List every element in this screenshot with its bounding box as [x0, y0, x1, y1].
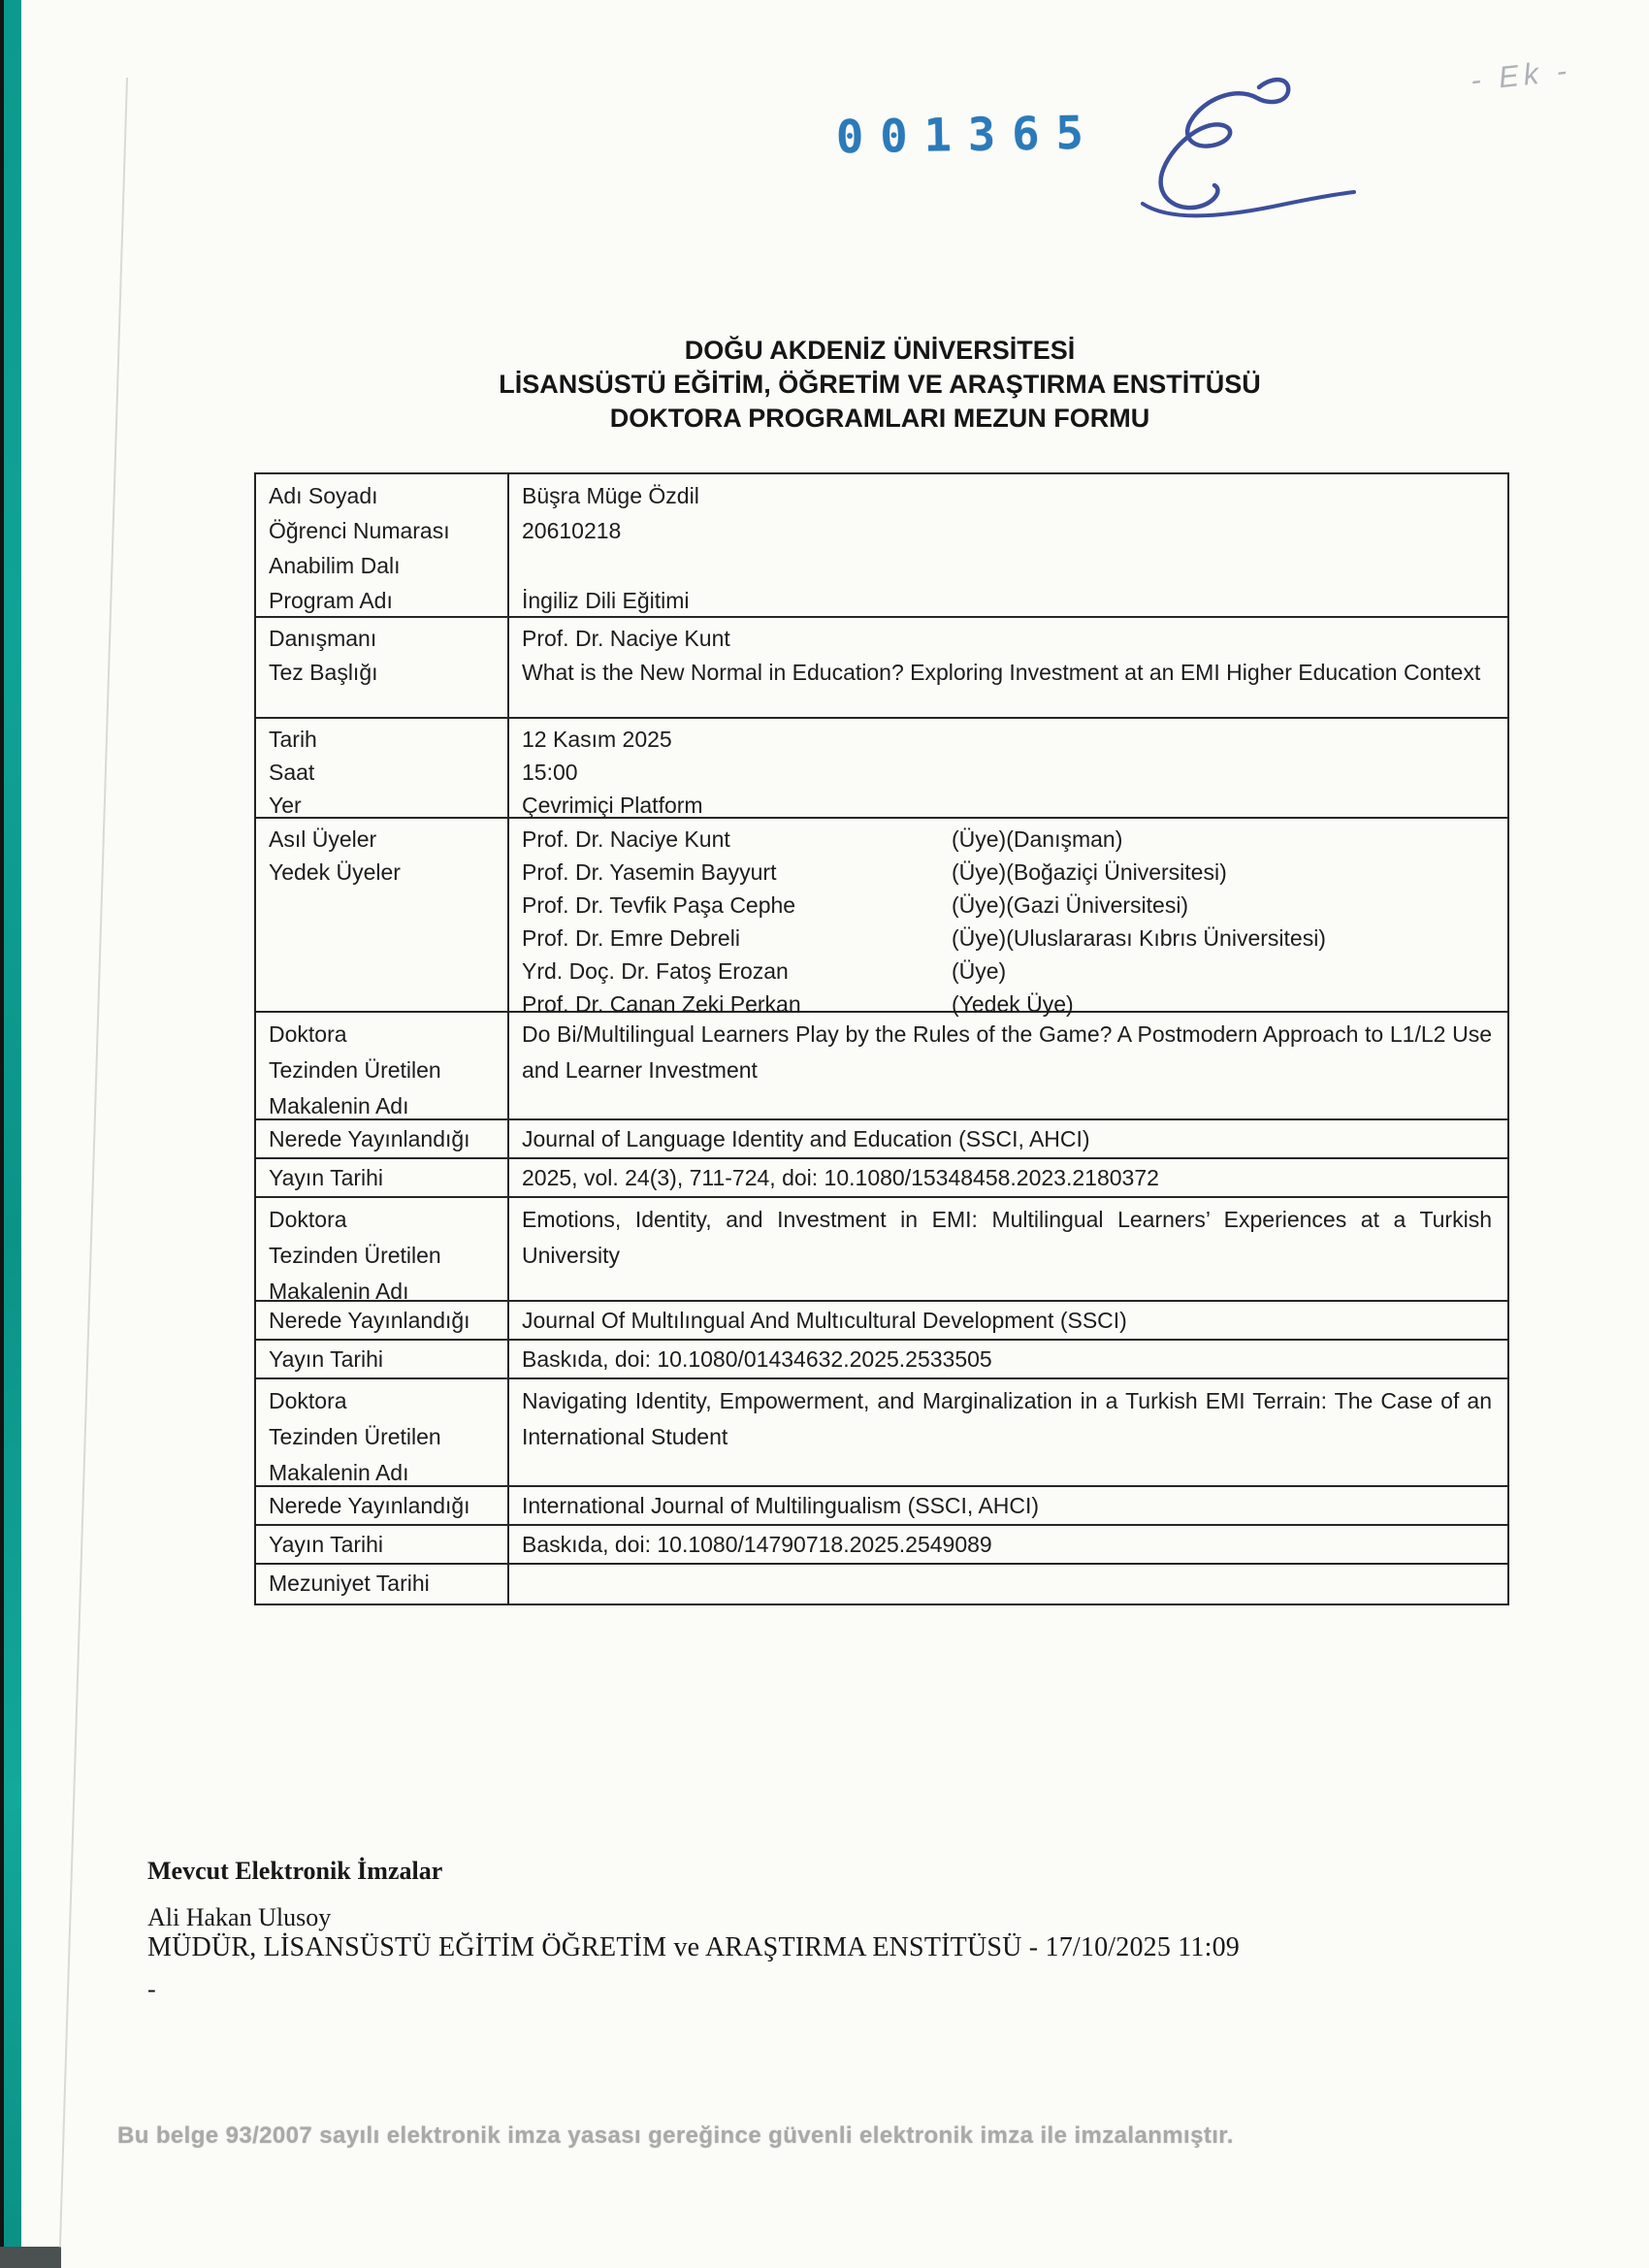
- member-name: Prof. Dr. Canan Zeki Perkan: [522, 991, 801, 1017]
- value-article1-title: Do Bi/Multilingual Learners Play by the Rules of the Game? A Postmodern Approach to L1/L2 Use and Learner Investment: [522, 1021, 1492, 1083]
- label-advisor: Danışmanı: [269, 626, 377, 651]
- label-substitute-members: Yedek Üyeler: [269, 859, 401, 885]
- label-thesis-title: Tez Başlığı: [269, 660, 378, 685]
- form-table: [254, 472, 1509, 1605]
- label-published-in: Nerede Yayınlandığı: [269, 1493, 470, 1518]
- table-row-article2-journal: [256, 1300, 1507, 1339]
- member-name: Prof. Dr. Emre Debreli: [522, 925, 740, 951]
- label-student-number: Öğrenci Numarası: [269, 518, 450, 543]
- table-row-article1-journal: [256, 1118, 1507, 1157]
- esign-dash: -: [147, 1975, 156, 2003]
- row-labels: [256, 1379, 507, 1485]
- label-article-2: Tezinden Üretilen: [269, 1057, 441, 1083]
- table-row-article3-pubdate: [256, 1524, 1507, 1563]
- label-article-3: Makalenin Adı: [269, 1279, 409, 1304]
- value-advisor: Prof. Dr. Naciye Kunt: [522, 626, 730, 651]
- header-university: DOĞU AKDENİZ ÜNİVERSİTESİ: [684, 336, 1076, 365]
- table-row-article1-pubdate: [256, 1157, 1507, 1196]
- label-graduation-date: Mezuniyet Tarihi: [269, 1571, 430, 1596]
- scan-edge-teal: [4, 0, 21, 2249]
- member-role: (Üye)(Gazi Üniversitesi): [952, 892, 1189, 918]
- esign-legal-footer: Bu belge 93/2007 sayılı elektronik imza yasası gereğince güvenli elektronik imza ile imzalanmıştır.: [117, 2122, 1234, 2149]
- esign-signer-name: Ali Hakan Ulusoy: [147, 1903, 332, 1931]
- table-row-article2-title: [256, 1196, 1507, 1304]
- value-name: Büşra Müge Özdil: [522, 483, 699, 508]
- table-row-graduation-date: [256, 1563, 1507, 1604]
- value-article1-pubdate: 2025, vol. 24(3), 711-724, doi: 10.1080/15348458.2023.2180372: [507, 1159, 1507, 1196]
- row-values: [507, 474, 1507, 616]
- esign-heading: Mevcut Elektronik İmzalar: [147, 1857, 443, 1885]
- label-article-2: Tezinden Üretilen: [269, 1243, 441, 1268]
- row-values: [507, 1198, 1507, 1300]
- label-article-1: Doktora: [269, 1207, 347, 1232]
- committee-member: [522, 889, 1492, 922]
- value-article3-journal: International Journal of Multilingualism (SSCI, AHCI): [507, 1487, 1507, 1524]
- label-principal-members: Asıl Üyeler: [269, 826, 377, 852]
- label-publication-date: Yayın Tarihi: [269, 1346, 384, 1372]
- table-row-article3-journal: [256, 1485, 1507, 1524]
- member-role: (Yedek Üye): [952, 991, 1074, 1017]
- table-row-identity: [256, 474, 1507, 616]
- row-labels: [256, 719, 507, 817]
- value-time: 15:00: [522, 760, 578, 785]
- label-date: Tarih: [269, 727, 317, 752]
- label-article-3: Makalenin Adı: [269, 1093, 409, 1118]
- row-labels: [256, 1198, 507, 1304]
- row-labels: [256, 474, 507, 616]
- member-name: Prof. Dr. Yasemin Bayyurt: [522, 859, 777, 885]
- row-values: [507, 719, 1507, 817]
- pencil-note: - Ek -: [1469, 52, 1573, 98]
- header-form-title: DOKTORA PROGRAMLARI MEZUN FORMU: [609, 404, 1150, 433]
- row-labels: [256, 618, 507, 717]
- label-department: Anabilim Dalı: [269, 553, 401, 578]
- scan-corner-dark: [0, 2247, 61, 2268]
- committee-member: [522, 955, 1492, 988]
- row-values: [507, 1379, 1507, 1485]
- row-values: [507, 819, 1507, 1017]
- label-publication-date: Yayın Tarihi: [269, 1532, 384, 1557]
- member-name: Prof. Dr. Tevfik Paşa Cephe: [522, 892, 796, 918]
- form-header: [254, 334, 1505, 436]
- value-article2-title: Emotions, Identity, and Investment in EMI: Multilingual Learners’ Experiences at a Turkish University: [522, 1207, 1492, 1268]
- member-name: Prof. Dr. Naciye Kunt: [522, 826, 730, 852]
- label-article-3: Makalenin Adı: [269, 1460, 409, 1485]
- table-row-advisor-thesis: [256, 616, 1507, 717]
- document-number-stamp: 001365: [835, 106, 1101, 165]
- paper-edge-shadow: [59, 78, 128, 2248]
- label-published-in: Nerede Yayınlandığı: [269, 1126, 470, 1151]
- table-row-committee: [256, 817, 1507, 1017]
- member-role: (Üye)(Danışman): [952, 826, 1123, 852]
- label-published-in: Nerede Yayınlandığı: [269, 1308, 470, 1333]
- label-publication-date: Yayın Tarihi: [269, 1165, 384, 1190]
- table-row-article3-title: [256, 1377, 1507, 1485]
- handwritten-paraph-signature: [1079, 50, 1360, 240]
- label-article-2: Tezinden Üretilen: [269, 1424, 441, 1449]
- row-labels: [256, 1013, 507, 1118]
- label-article-1: Doktora: [269, 1388, 347, 1413]
- value-article2-pubdate: Baskıda, doi: 10.1080/01434632.2025.2533505: [507, 1341, 1507, 1377]
- value-thesis-title: What is the New Normal in Education? Exploring Investment at an EMI Higher Education Context: [522, 660, 1481, 685]
- label-name: Adı Soyadı: [269, 483, 378, 508]
- committee-member: [522, 856, 1492, 889]
- row-values: [507, 1013, 1507, 1118]
- member-role: (Üye)(Boğaziçi Üniversitesi): [952, 859, 1227, 885]
- label-time: Saat: [269, 760, 315, 785]
- label-place: Yer: [269, 793, 302, 818]
- value-date: 12 Kasım 2025: [522, 727, 672, 752]
- table-row-article2-pubdate: [256, 1339, 1507, 1377]
- member-name: Yrd. Doç. Dr. Fatoş Erozan: [522, 958, 789, 984]
- row-values: [507, 618, 1507, 717]
- value-article3-title: Navigating Identity, Empowerment, and Marginalization in a Turkish EMI Terrain: The Case of an International Student: [522, 1388, 1492, 1449]
- row-labels: [256, 819, 507, 1011]
- header-institute: LİSANSÜSTÜ EĞİTİM, ÖĞRETİM VE ARAŞTIRMA ENSTİTÜSÜ: [499, 370, 1261, 399]
- value-article2-journal: Journal Of Multılıngual And Multıcultural Development (SSCI): [507, 1302, 1507, 1339]
- esign-signer-title: MÜDÜR, LİSANSÜSTÜ EĞİTİM ÖĞRETİM ve ARAŞTIRMA ENSTİTÜSÜ - 17/10/2025 11:09: [147, 1932, 1240, 1962]
- table-row-schedule: [256, 717, 1507, 817]
- value-article3-pubdate: Baskıda, doi: 10.1080/14790718.2025.2549089: [507, 1526, 1507, 1563]
- committee-member: [522, 922, 1492, 955]
- label-article-1: Doktora: [269, 1021, 347, 1047]
- committee-member: [522, 823, 1492, 856]
- value-graduation-date: [507, 1565, 1507, 1604]
- table-row-article1-title: [256, 1011, 1507, 1118]
- value-article1-journal: Journal of Language Identity and Education (SSCI, AHCI): [507, 1120, 1507, 1157]
- value-place: Çevrimiçi Platform: [522, 793, 703, 818]
- label-program: Program Adı: [269, 588, 393, 613]
- value-department: [522, 548, 1492, 583]
- value-student-number: 20610218: [522, 518, 622, 543]
- value-program: İngiliz Dili Eğitimi: [522, 588, 690, 613]
- member-role: (Üye)(Uluslararası Kıbrıs Üniversitesi): [952, 925, 1326, 951]
- member-role: (Üye): [952, 958, 1007, 984]
